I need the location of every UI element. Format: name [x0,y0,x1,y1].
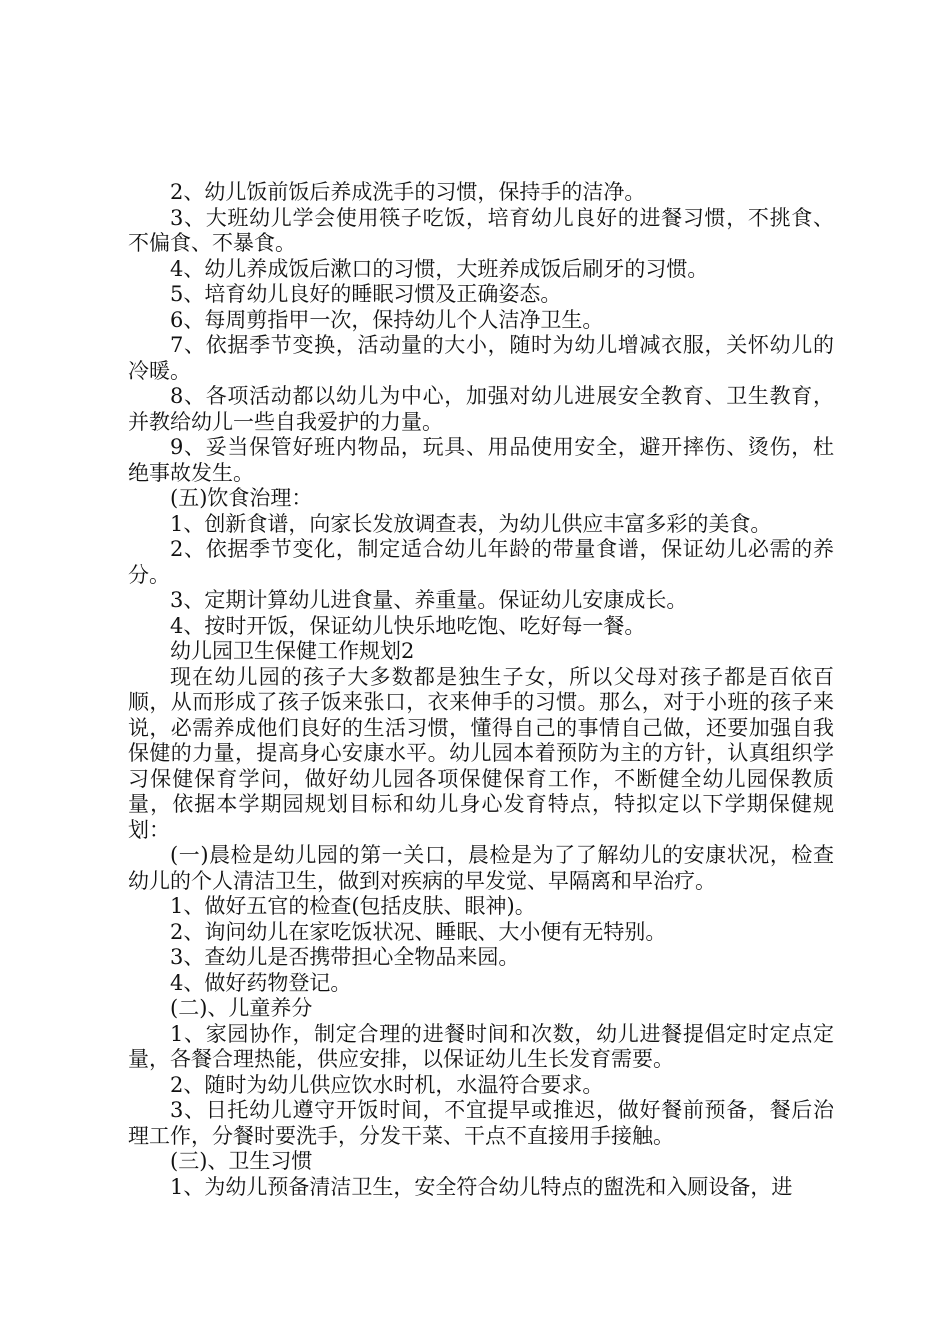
paragraph: 8、各项活动都以幼儿为中心，加强对幼儿进展安全教育、卫生教育，并教给幼儿一些自我爱护的力量。 [128,384,834,434]
document-title: 幼儿园卫生保健工作规划2 [170,639,415,663]
section-heading: (三)、卫生习惯 [170,1149,313,1173]
paragraph: 4、按时开饭，保证幼儿快乐地吃饱、吃好每一餐。 [170,613,646,638]
paragraph: 现在幼儿园的孩子大多数都是独生子女，所以父母对孩子都是百依百顺，从而形成了孩子饭来张口，衣来伸手的习惯。那么，对于小班的孩子来说，必需养成他们良好的生活习惯，懂得自己的事情自己做，还要加强自我保健的力量，提高身心安康水平。幼儿园本着预防为主的方针，认真组织学习保健保育学问，做好幼儿园各项保健保育工作，不断健全幼儿园保教质量，依据本学期园规划目标和幼儿身心发育特点，特拟定以下学期保健规划： [128,664,834,842]
document-body [128,180,834,1200]
paragraph: 3、定期计算幼儿进食量、养重量。保证幼儿安康成长。 [170,588,688,612]
paragraph: 2、随时为幼儿供应饮水时机，水温符合要求。 [170,1072,604,1097]
section-heading: (五)饮食治理： [170,486,313,510]
paragraph: 3、日托幼儿遵守开饭时间，不宜提早或推迟，做好餐前预备，餐后治理工作，分餐时要洗手，分发干菜、干点不直接用手接触。 [128,1098,834,1148]
paragraph: 3、查幼儿是否携带担心全物品来园。 [170,945,520,969]
paragraph: 3、大班幼儿学会使用筷子吃饭，培育幼儿良好的进餐习惯，不挑食、不偏食、不暴食。 [128,205,834,255]
section-heading: (一)晨检是幼儿园的第一关口，晨检是为了了解幼儿的安康状况，检查幼儿的个人清洁卫生，做到对疾病的早发觉、早隔离和早治疗。 [128,843,834,893]
paragraph: 1、做好五官的检查(包括皮肤、眼神)。 [170,894,536,918]
paragraph: 2、询问幼儿在家吃饭状况、睡眠、大小便有无特别。 [170,919,667,944]
paragraph: 1、家园协作，制定合理的进餐时间和次数，幼儿进餐提倡定时定点定量，各餐合理热能，供应安排，以保证幼儿生长发育需要。 [128,1021,834,1071]
paragraph: 4、幼儿养成饭后漱口的习惯，大班养成饭后刷牙的习惯。 [170,256,709,281]
paragraph: 2、依据季节变化，制定适合幼儿年龄的带量食谱，保证幼儿必需的养分。 [128,537,834,587]
paragraph: 7、依据季节变换，活动量的大小，随时为幼儿增减衣服，关怀幼儿的冷暖。 [128,333,834,383]
paragraph: 1、创新食谱，向家长发放调查表，为幼儿供应丰富多彩的美食。 [170,511,772,536]
paragraph: 4、做好药物登记。 [170,970,352,995]
paragraph: 9、妥当保管好班内物品，玩具、用品使用安全，避开摔伤、烫伤，杜绝事故发生。 [128,435,834,485]
paragraph: 6、每周剪指甲一次，保持幼儿个人洁净卫生。 [170,307,604,332]
paragraph: 2、幼儿饭前饭后养成洗手的习惯，保持手的洁净。 [170,180,646,204]
paragraph: 5、培育幼儿良好的睡眠习惯及正确姿态。 [170,282,562,306]
paragraph: 1、为幼儿预备清洁卫生，安全符合幼儿特点的盥洗和入厕设备，进 [170,1174,793,1199]
section-heading: (二)、儿童养分 [170,996,313,1020]
